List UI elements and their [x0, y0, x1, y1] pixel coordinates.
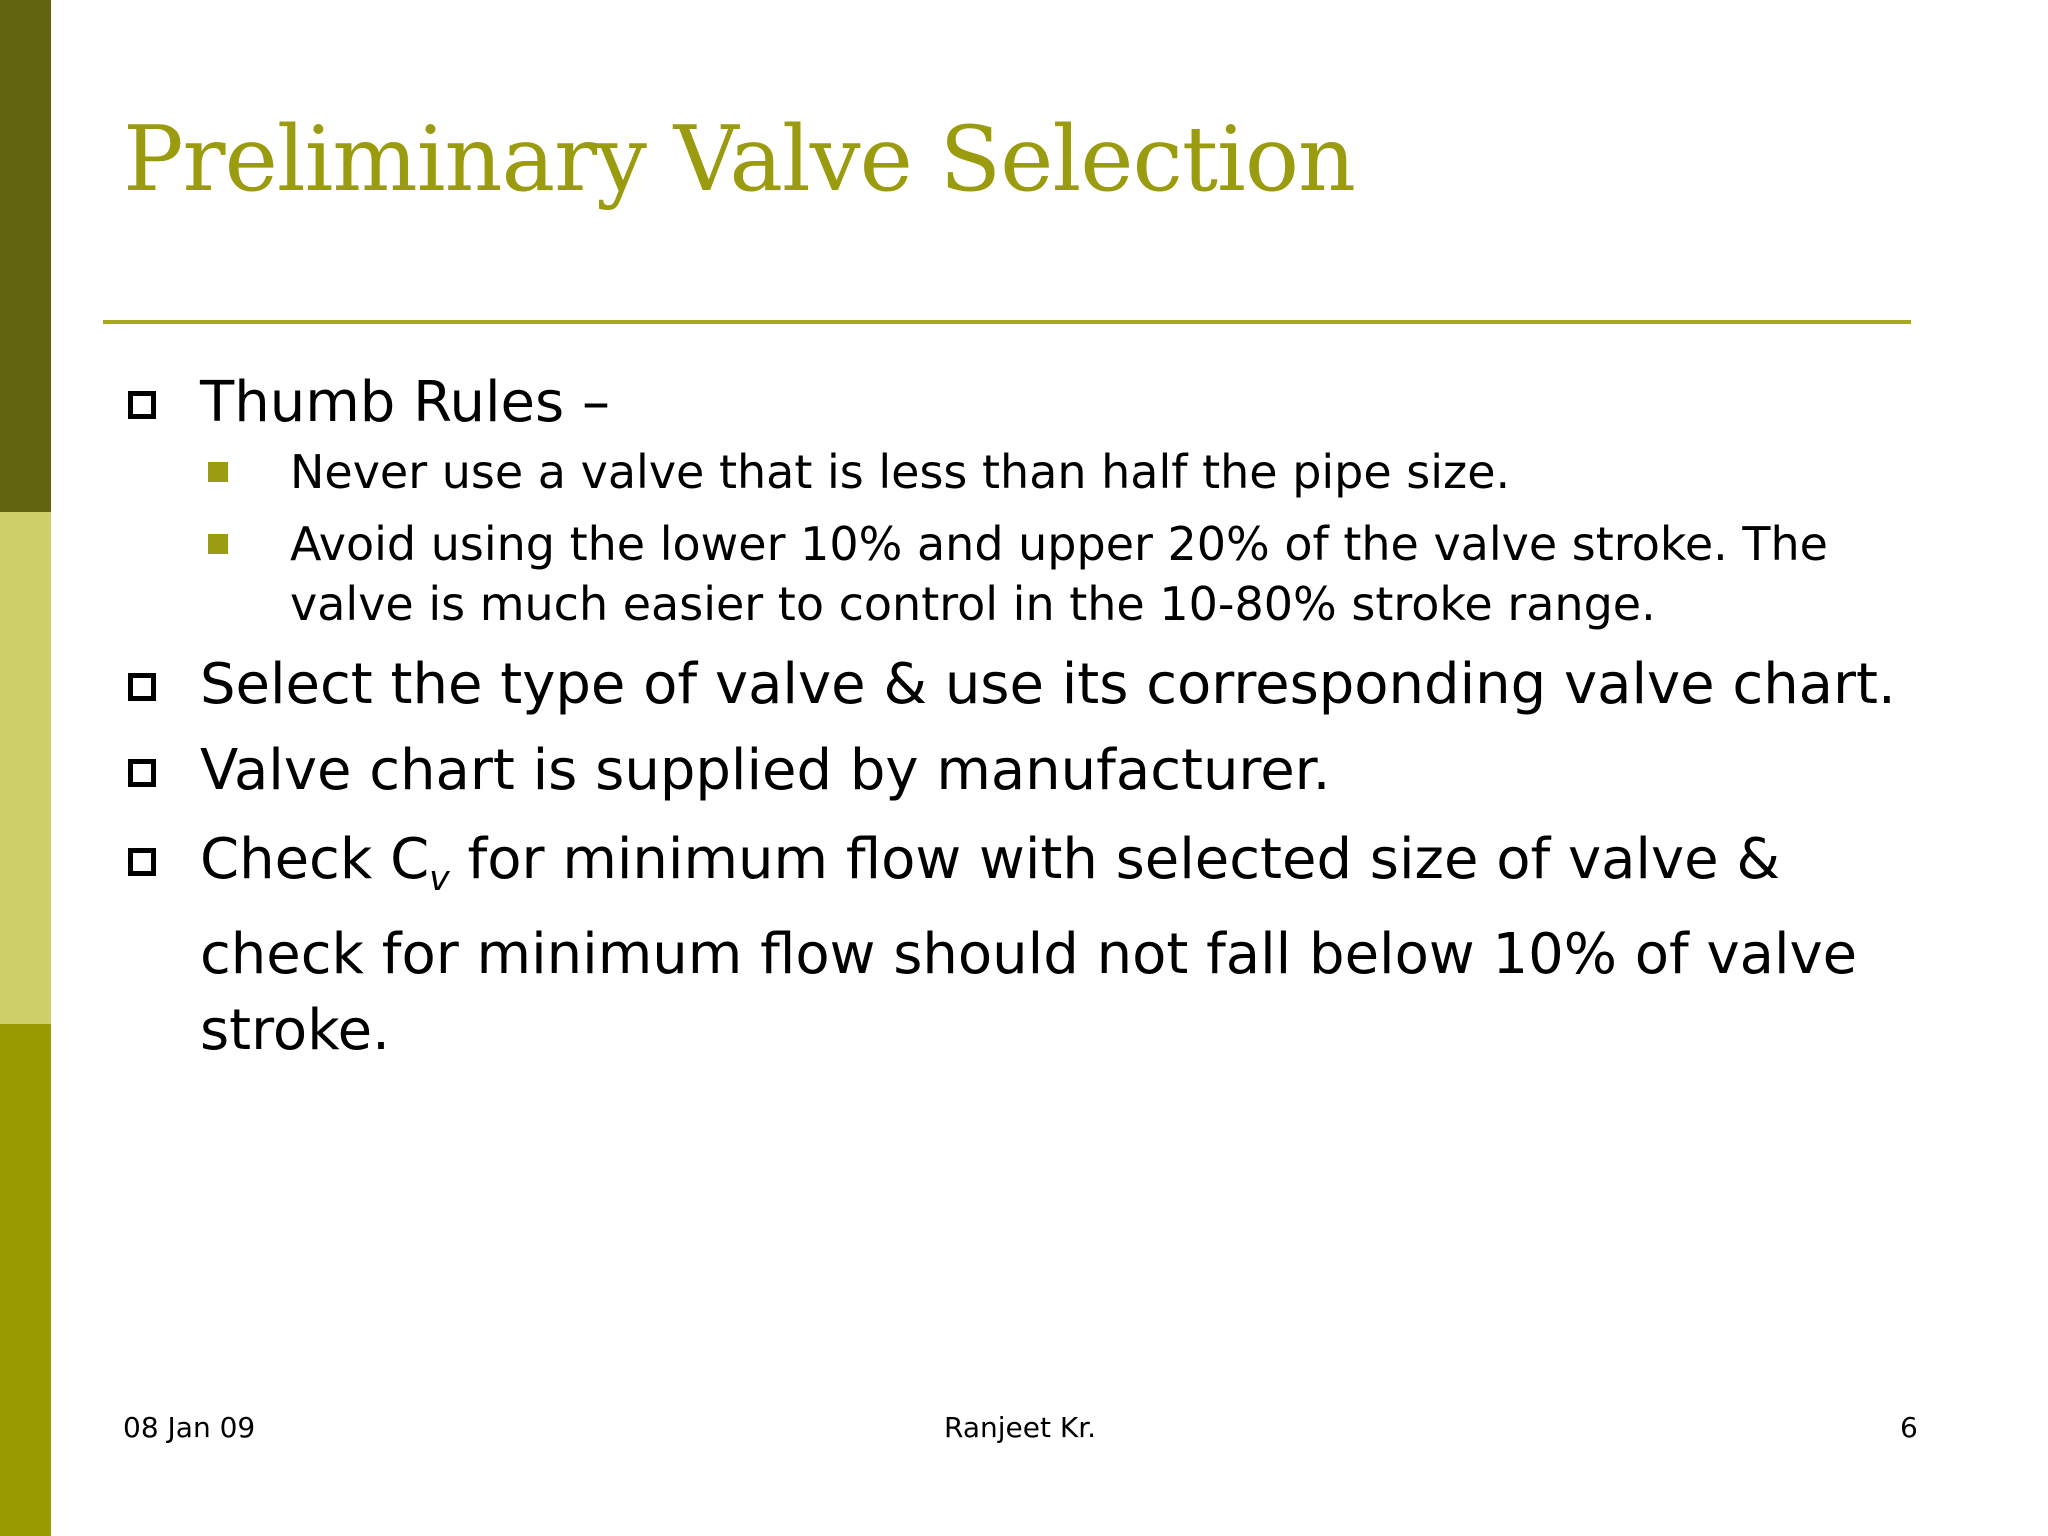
bullet-select-valve-type	[120, 650, 1940, 720]
filled-square-bullet-icon	[208, 534, 228, 554]
bullet-valve-chart	[120, 736, 1940, 806]
hollow-square-bullet-icon	[128, 848, 156, 876]
bullet-text: Valve chart is supplied by manufacturer.	[200, 738, 1331, 803]
bullet-thumb-rules	[120, 368, 1940, 634]
footer-page-number: 6	[1900, 1411, 1918, 1444]
hollow-square-bullet-icon	[128, 759, 156, 787]
accent-segment-mid	[0, 1024, 51, 1536]
title-divider	[103, 320, 1911, 324]
footer-date: 08 Jan 09	[123, 1411, 256, 1444]
slide-title: Preliminary Valve Selection	[123, 107, 1355, 212]
sub-bullet-item	[200, 442, 1940, 502]
slide-body	[120, 368, 1940, 1085]
sub-bullet-text: Never use a valve that is less than half the pipe size.	[290, 445, 1511, 499]
sub-bullet-text: Avoid using the lower 10% and upper 20% of the valve stroke. The valve is much easier to control in the 10-80% stroke range.	[290, 517, 1828, 631]
bullet-check-cv	[120, 822, 1940, 1069]
bullet-text: Select the type of valve & use its corresponding valve chart.	[200, 652, 1896, 717]
bullet-text: Thumb Rules –	[200, 370, 610, 435]
sub-bullet-item	[200, 514, 1940, 634]
sub-bullet-list	[200, 442, 1940, 634]
left-accent-bar	[0, 0, 51, 1536]
hollow-square-bullet-icon	[128, 673, 156, 701]
accent-segment-light	[0, 512, 51, 1024]
cv-subscript: v	[429, 859, 450, 900]
hollow-square-bullet-icon	[128, 391, 156, 419]
bullet-text-before: Check C	[200, 827, 430, 892]
filled-square-bullet-icon	[208, 462, 228, 482]
bullet-text-after: for minimum flow with selected size of valve & check for minimum flow should not fall below 10% of valve stroke.	[200, 827, 1858, 1064]
footer-author: Ranjeet Kr.	[944, 1411, 1097, 1444]
accent-segment-dark	[0, 0, 51, 512]
